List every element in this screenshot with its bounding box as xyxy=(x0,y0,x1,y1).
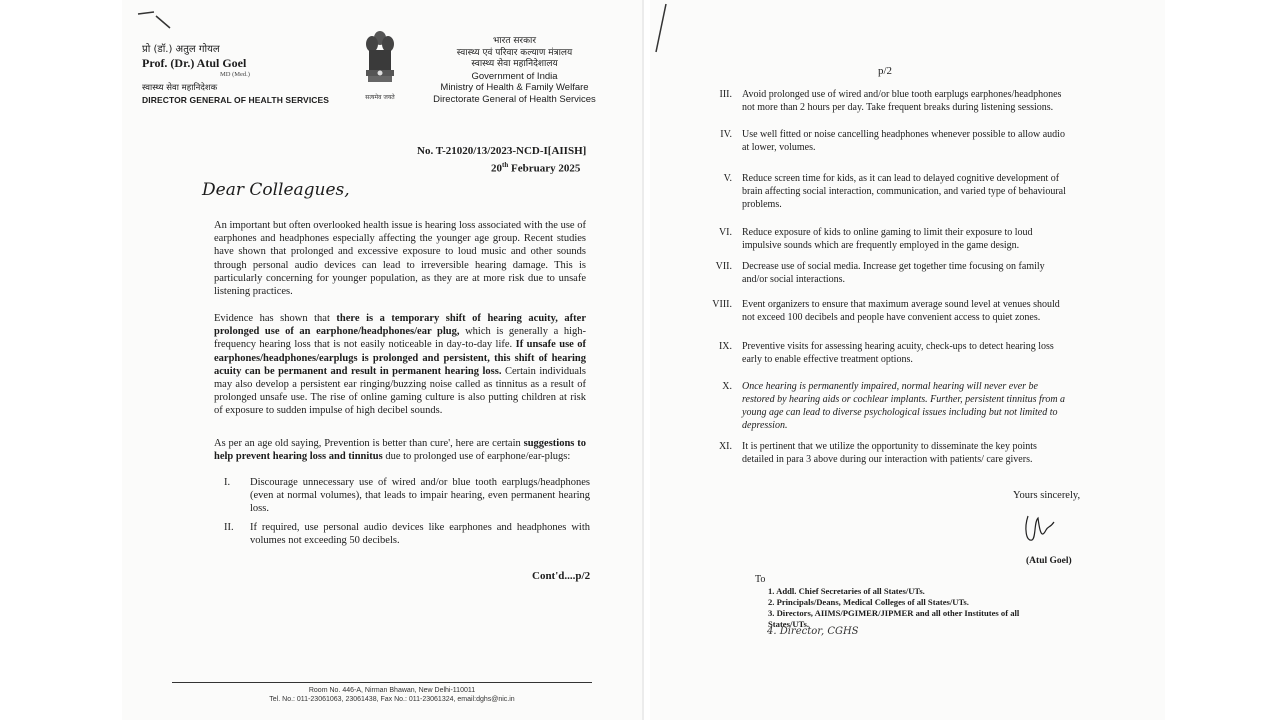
paragraph-1: An important but often overlooked health issue is hearing loss associated with the use of earphones and headphones especially affecting the younger age group. Recent studies have shown that prolonged and excessive exposure to loud music and other sounds through personal audio devices can lead to irreversible hearing damage. This is particularly concerning for younger population, as they are at more risk due to unsafe listening practices. xyxy=(214,220,586,298)
list-item-text: Event organizers to ensure that maximum average sound level at venues should not exceed 100 decibels and people have convenient access to quiet zones. xyxy=(742,299,1060,323)
list-item-text: Once hearing is permanently impaired, normal hearing will never ever be restored by hearing aids or cochlear implants. Further, persistent tinnitus from a young age can lead to diverse psychological issues including but not limited to depression. xyxy=(742,381,1066,431)
signature-icon xyxy=(1022,508,1056,548)
distribution-item: 3. Directors, AIIMS/PGIMER/JIPMER and all other Institutes of all States/UTs. xyxy=(768,608,1020,629)
list-item xyxy=(698,380,1078,431)
para2-bold-b: there is a temporary shift of hearing acuity, after prolonged use of an earphone/headphones/ear plug, xyxy=(214,313,586,338)
letter-page-2 xyxy=(650,0,1165,720)
list-item-text: It is pertinent that we utilize the opportunity to disseminate the key points detailed in para 3 above during our interaction with patients/ care givers. xyxy=(742,441,1037,465)
list-item-text: If required, use personal audio devices like earphones and headphones with volumes not exceeding 50 decibels. xyxy=(250,522,590,546)
list-item-number: VIII. xyxy=(712,299,732,310)
reference-block xyxy=(417,144,586,176)
list-item-text: Discourage unnecessary use of wired and/or blue tooth earplugs/headphones (even at normal volumes), that leads to impair hearing, even permanent hearing loss. xyxy=(250,477,590,514)
para3-text-a: As per an age old saying, Prevention is better than cure', here are certain xyxy=(214,438,524,449)
sender-block xyxy=(142,44,329,107)
list-item-text: Decrease use of social media. Increase get together time focusing on family and/or social interactions. xyxy=(742,261,1045,285)
footer-address: Room No. 446-A, Nirman Bhawan, New Delhi-110011 xyxy=(308,687,476,694)
para3-bold-b: suggestions to help prevent hearing loss and tinnitus xyxy=(214,438,586,463)
list-item-number: IX. xyxy=(718,341,732,352)
list-item xyxy=(698,260,1078,288)
sender-hindi-title: स्वास्थ्य सेवा महानिदेशक xyxy=(142,82,218,93)
ministry-hindi-1: भारत सरकार xyxy=(492,36,537,46)
pen-mark-icon xyxy=(650,0,670,60)
list-item xyxy=(698,440,1078,468)
ministry-block xyxy=(422,36,607,105)
list-item-text: Reduce screen time for kids, as it can lead to delayed cognitive development of brain affecting social interaction, communication, and varied type of behavioural problems. xyxy=(742,173,1066,210)
ministry-hindi-3: स्वास्थ्य सेवा महानिदेशालय xyxy=(471,59,558,69)
para2-text-a: Evidence has shown that xyxy=(214,313,337,324)
date-day: 20 xyxy=(491,162,502,175)
signatory-name: (Atul Goel) xyxy=(1026,556,1072,566)
para3-text-c: due to prolonged use of earphone/ear-plugs: xyxy=(382,451,571,463)
emblem-motto: सत्यमेव जयते xyxy=(365,94,395,101)
letter-page-1 xyxy=(122,0,642,720)
list-item-number: III. xyxy=(719,89,732,100)
list-item xyxy=(698,88,1078,120)
ministry-line-1: Government of India xyxy=(471,70,558,82)
ministry-hindi-2: स्वास्थ्य एवं परिवार कल्याण मंत्रालय xyxy=(456,47,573,58)
paragraph-2 xyxy=(214,312,586,418)
list-item-number: XI. xyxy=(718,441,732,452)
footer-divider xyxy=(172,682,592,683)
sender-degree: MD (Med.) xyxy=(220,71,250,78)
ashoka-emblem-icon xyxy=(360,28,400,86)
yours-sincerely: Yours sincerely, xyxy=(1013,490,1081,501)
list-item-number: IV. xyxy=(720,129,732,140)
list-item-text: Preventive visits for assessing hearing acuity, check-ups to detect hearing loss early to enable effective treatment options. xyxy=(742,341,1054,365)
footer-contact: Tel. No.: 011-23061063, 23061438, Fax No.: 011-23061324, email:dghs@nic.in xyxy=(269,696,515,703)
sender-title: DIRECTOR GENERAL OF HEALTH SERVICES xyxy=(142,95,330,105)
list-item-number: VII. xyxy=(715,261,732,272)
date-suffix: th xyxy=(502,161,509,169)
list-item xyxy=(698,340,1078,366)
national-emblem xyxy=(360,28,400,101)
sender-hindi-name: प्रो (डॉ.) अतुल गोयल xyxy=(142,44,220,55)
para2-text-c: which is generally a high-frequency hearing loss that is not easily noticeable in day-to-day life. xyxy=(214,326,586,351)
salutation: Dear Colleagues, xyxy=(202,180,350,200)
handwritten-addition: 4. Director, CGHS xyxy=(767,626,859,637)
list-item xyxy=(698,298,1078,328)
letterhead-footer xyxy=(262,686,522,704)
ministry-line-2: Ministry of Health & Family Welfare xyxy=(440,82,589,93)
list-item-text: Use well fitted or noise cancelling headphones whenever possible to allow audio at lower, volumes. xyxy=(742,129,1065,153)
para2-text-e: Certain individuals may also develop a persistent ear ringing/buzzing noise called as tinnitus as a result of prolonged unsafe use. The rise of online gaming culture is also putting children at risk of exposure to sudden impulse of high decibel sounds. xyxy=(214,365,586,417)
date-month-year: February 2025 xyxy=(508,162,581,175)
list-item xyxy=(698,226,1078,254)
list-item-number: II. xyxy=(224,522,234,533)
pen-mark-icon xyxy=(136,8,176,32)
ministry-line-3: Directorate General of Health Services xyxy=(433,93,596,105)
list-item-number: VI. xyxy=(718,227,732,238)
list-item-number: V. xyxy=(723,173,732,184)
distribution-item: 2. Principals/Deans, Medical Colleges of all States/UTs. xyxy=(768,597,969,607)
list-item-text: Reduce exposure of kids to online gaming to limit their exposure to loud impulsive sounds which are frequently employed in the game design. xyxy=(742,227,1033,251)
to-label: To xyxy=(755,574,766,585)
letter-date xyxy=(491,158,586,176)
list-item xyxy=(224,476,594,516)
distribution-item: 1. Addl. Chief Secretaries of all States/UTs. xyxy=(768,586,925,596)
list-item xyxy=(698,128,1078,158)
reference-number: No. T-21020/13/2023-NCD-I[AIISH] xyxy=(417,145,587,157)
paragraph-3 xyxy=(214,437,586,463)
list-item-text: Avoid prolonged use of wired and/or blue tooth earplugs earphones/headphones not more than 2 hours per day. Take frequent breaks during listening sessions. xyxy=(742,89,1062,113)
list-item-number: I. xyxy=(224,477,231,488)
page-number: p/2 xyxy=(878,65,893,77)
continued-note: Cont'd....p/2 xyxy=(532,570,591,582)
list-item-number: X. xyxy=(722,381,732,392)
list-item xyxy=(224,521,594,551)
sender-name: Prof. (Dr.) Atul Goel xyxy=(142,55,247,70)
list-item xyxy=(698,172,1078,212)
para2-bold-d: If unsafe use of earphones/headphones/earplugs is prolonged and persistent, this shift of hearing acuity can be permanent and result in permanent hearing loss. xyxy=(214,339,586,377)
